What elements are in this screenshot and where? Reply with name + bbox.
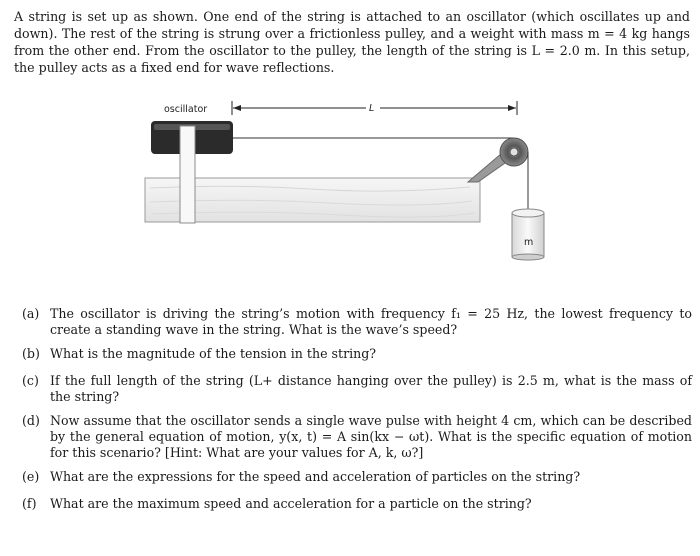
problem-intro: A string is set up as shown. One end of the string is attached to an oscillator (which oscillates up and down). The rest of the string is strung over a frictionless pulley, and a weight with mass m = 4 kg hangs from the other end. From the oscillator to the pulley, the length of the string is L = 2.0 m. In this setup, the pulley acts as a fixed end for wave reflections. (14, 9, 690, 75)
question-text: If the full length of the string (L+ distance hanging over the pulley) is 2.5 m, what is the mass of the string? (50, 373, 692, 404)
hanging-weight (512, 209, 544, 260)
question-text: What is the magnitude of the tension in the string? (50, 346, 377, 361)
question-label: (e) (22, 469, 40, 484)
question-e (22, 469, 692, 485)
setup-diagram (140, 96, 560, 276)
question-text: What are the expressions for the speed and acceleration of particles on the string? (50, 469, 581, 484)
question-c (22, 373, 692, 405)
question-a (22, 306, 692, 338)
question-label: (f) (22, 496, 37, 511)
question-d (22, 413, 692, 461)
length-label: L (369, 103, 375, 114)
question-text: The oscillator is driving the string’s motion with frequency f₁ = 25 Hz, the lowest frequency to create a standing wave in the string. What is the wave’s speed? (50, 306, 692, 337)
question-label: (b) (22, 346, 40, 361)
question-label: (a) (22, 306, 40, 321)
question-label: (d) (22, 413, 40, 428)
pulley (500, 138, 528, 166)
question-f (22, 496, 692, 512)
length-dimension (232, 101, 517, 115)
question-text: What are the maximum speed and acceleration for a particle on the string? (50, 496, 532, 511)
mass-label: m (524, 237, 534, 248)
question-text: Now assume that the oscillator sends a single wave pulse with height 4 cm, which can be described by the general equation of motion, y(x, t) = A sin(kx − ωt). What is the specific equation of motion for this scenario? [Hint: What are your values for A, k, ω?] (50, 413, 692, 460)
setup-figure (140, 96, 560, 276)
question-list (22, 306, 692, 512)
question-label: (c) (22, 373, 39, 388)
oscillator-label: oscillator (164, 104, 208, 115)
question-b (22, 346, 692, 362)
